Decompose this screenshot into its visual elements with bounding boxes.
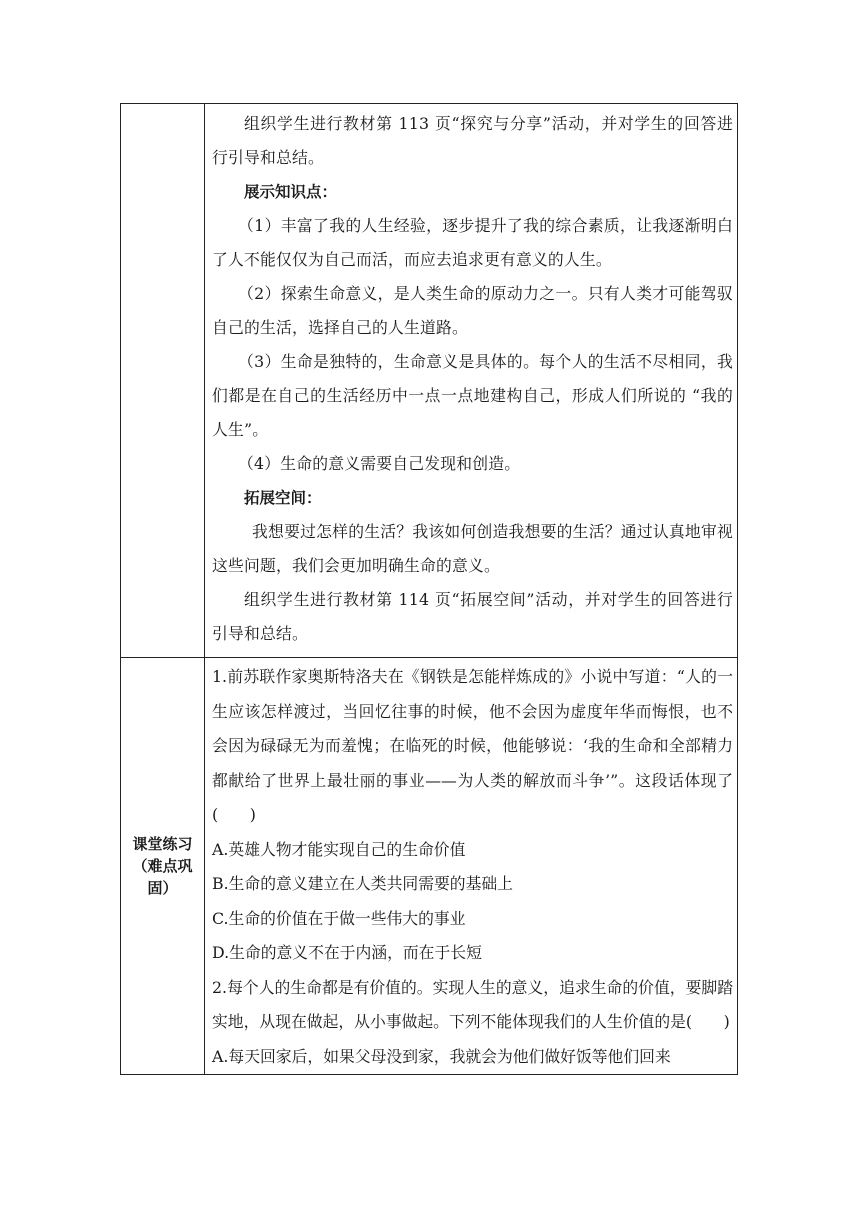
activity-instruction-113: 组织学生进行教材第 113 页“探究与分享”活动，并对学生的回答进行引导和总结。: [212, 114, 733, 167]
knowledge-point-2: （2）探索生命意义，是人类生命的原动力之一。只有人类才可能驾驭自己的生活，选择自己的人生道路。: [212, 284, 733, 337]
extension-space-heading: 拓展空间：: [244, 489, 322, 507]
practice-label-line2: （难点巩: [132, 857, 193, 875]
question-1-option-b: B.生命的意义建立在人类共同需要的基础上: [212, 874, 513, 893]
lesson-plan-table: [120, 103, 738, 1075]
question-2-option-a: A.每天回家后，如果父母没到家，我就会为他们做好饭等他们回来: [212, 1046, 671, 1066]
question-1-stem: 1.前苏联作家奥斯特洛夫在《钢铁是怎能样炼成的》小说中写道：“人的一生应该怎样渡过，当回忆往事的时候，他不会因为虚度年华而悔恨，也不会因为碌碌无为而羞愧；在临死的时候，他能够说：‘我的生命和全部精力都献给了世界上最壮丽的事业——为人类的解放而斗争’”。这段话体现了( ): [212, 667, 733, 824]
question-1-option-a: A.英雄人物才能实现自己的生命价值: [212, 839, 466, 859]
table-row-practice: [121, 658, 738, 1075]
question-2-stem: 2.每个人的生命都是有价值的。实现人生的意义，追求生命的价值，要脚踏实地，从现在做起，从小事做起。下列不能体现我们的人生价值的是( ): [212, 977, 733, 1031]
activity-instruction-114: 组织学生进行教材第 114 页“拓展空间”活动，并对学生的回答进行引导和总结。: [212, 590, 733, 643]
knowledge-points-heading: 展示知识点：: [244, 183, 338, 201]
practice-label-line1: 课堂练习: [132, 835, 193, 853]
extension-text: 我想要过怎样的生活？我该如何创造我想要的生活？通过认真地审视这些问题，我们会更加明确生命的意义。: [212, 522, 733, 575]
practice-label-cell: [121, 658, 205, 1075]
question-1-option-c: C.生命的价值在于做一些伟大的事业: [212, 908, 466, 928]
table-row-activity: [121, 104, 738, 658]
practice-label-line3: 固）: [147, 879, 178, 897]
activity-content-cell: [205, 104, 738, 658]
question-1-option-d: D.生命的意义不在于内涵，而在于长短: [212, 943, 482, 962]
practice-content-cell: [205, 658, 738, 1075]
row-label-empty: [121, 104, 205, 658]
knowledge-point-3: （3）生命是独特的，生命意义是具体的。每个人的生活不尽相同，我们都是在自己的生活经历中一点一点地建构自己，形成人们所说的 “我的人生”。: [212, 352, 733, 439]
knowledge-point-4: （4）生命的意义需要自己发现和创造。: [238, 454, 521, 473]
knowledge-point-1: （1）丰富了我的人生经验，逐步提升了我的综合素质，让我逐渐明白了人不能仅仅为自己而活，而应去追求更有意义的人生。: [212, 216, 733, 269]
